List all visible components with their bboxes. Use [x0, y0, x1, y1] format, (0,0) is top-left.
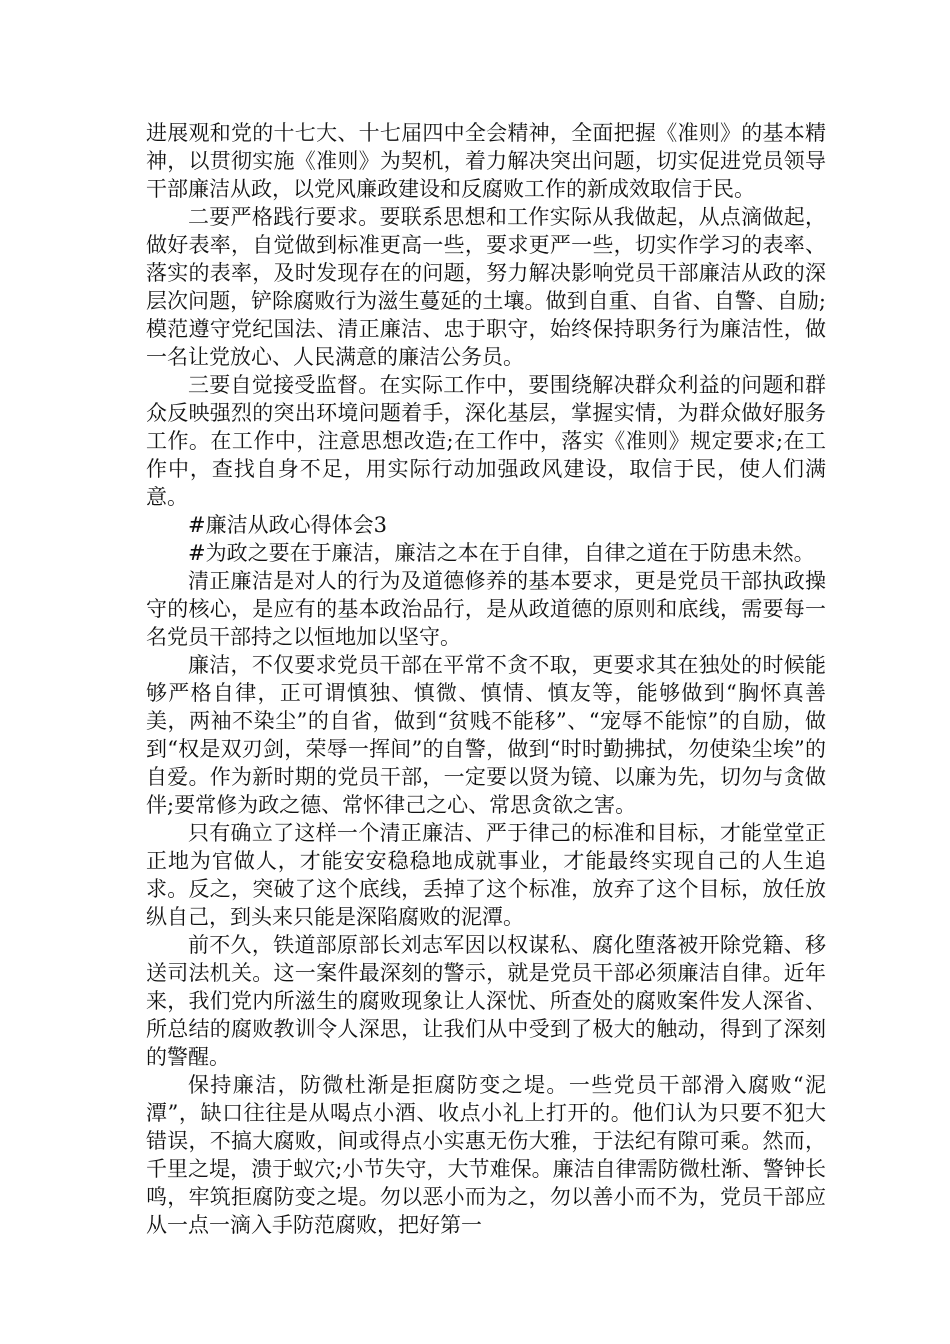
section-heading: #廉洁从政心得体会3 — [188, 513, 387, 537]
paragraph-third-requirement: 三要自觉接受监督。在实际工作中，要围绕解决群众利益的问题和群众反映强烈的突出环境问题着手，深化基层，掌握实情，为群众做好服务工作。在工作中，注意思想改造;在工作中，落实《准则》规定要求;在工作中，查找自身不足，用实际行动加强政风建设，取信于民，使人们满意。 — [146, 373, 826, 509]
paragraph-self-discipline: 廉洁，不仅要求党员干部在平常不贪不取，更要求其在独处的时候能够严格自律，正可谓慎独、慎微、慎情、慎友等，能够做到“胸怀真善美，两袖不染尘”的自省，做到“贫贱不能移”、“宠辱不能惊”的自励，做到“权是双刃剑，荣辱一挥间”的自警，做到“时时勤拂拭，勿使染尘埃”的自爱。作为新时期的党员干部，一定要以贤为镜、以廉为先，切勿与贪做伴;要常修为政之德、常怀律己之心、常思贪欲之害。 — [146, 653, 826, 817]
document-page — [146, 119, 826, 1239]
paragraph-motto: #为政之要在于廉洁，廉洁之本在于自律，自律之道在于防患未然。 — [188, 541, 815, 565]
paragraph-prevention: 保持廉洁，防微杜渐是拒腐防变之堤。一些党员干部滑入腐败“泥潭”，缺口往往是从喝点小酒、收点小礼上打开的。他们认为只要不犯大错误，不搞大腐败，间或得点小实惠无伤大雅，于法纪有隙可乘。然而，千里之堤，溃于蚁穴;小节失守，大节难保。廉洁自律需防微杜渐、警钟长鸣，牢筑拒腐防变之堤。勿以恶小而为之，勿以善小而不为，党员干部应从一点一滴入手防范腐败，把好第一 — [146, 1073, 826, 1237]
paragraph-second-requirement: 二要严格践行要求。要联系思想和工作实际从我做起，从点滴做起，做好表率，自觉做到标准更高一些，要求更严一些，切实作学习的表率、落实的表率，及时发现存在的问题，努力解决影响党员干部廉洁从政的深层次问题，铲除腐败行为滋生蔓延的土壤。做到自重、自省、自警、自励;模范遵守党纪国法、清正廉洁、忠于职守，始终保持职务行为廉洁性，做一名让党放心、人民满意的廉洁公务员。 — [146, 205, 826, 369]
paragraph-standards: 只有确立了这样一个清正廉洁、严于律己的标准和目标，才能堂堂正正地为官做人，才能安安稳稳地成就事业，才能最终实现自己的人生追求。反之，突破了这个底线，丢掉了这个标准，放弃了这个目标，放任放纵自己，到头来只能是深陷腐败的泥潭。 — [146, 821, 826, 929]
paragraph-case-warning: 前不久，铁道部原部长刘志军因以权谋私、腐化堕落被开除党籍、移送司法机关。这一案件最深刻的警示，就是党员干部必须廉洁自律。近年来，我们党内所滋生的腐败现象让人深忧、所查处的腐败案件发人深省、所总结的腐败教训令人深思，让我们从中受到了极大的触动，得到了深刻的警醒。 — [146, 933, 826, 1069]
paragraph-integrity-basics: 清正廉洁是对人的行为及道德修养的基本要求，更是党员干部执政操守的核心，是应有的基本政治品行，是从政道德的原则和底线，需要每一名党员干部持之以恒地加以坚守。 — [146, 569, 826, 649]
paragraph-continuation: 进展观和党的十七大、十七届四中全会精神，全面把握《准则》的基本精神，以贯彻实施《准则》为契机，着力解决突出问题，切实促进党员领导干部廉洁从政，以党风廉政建设和反腐败工作的新成效取信于民。 — [146, 121, 826, 201]
